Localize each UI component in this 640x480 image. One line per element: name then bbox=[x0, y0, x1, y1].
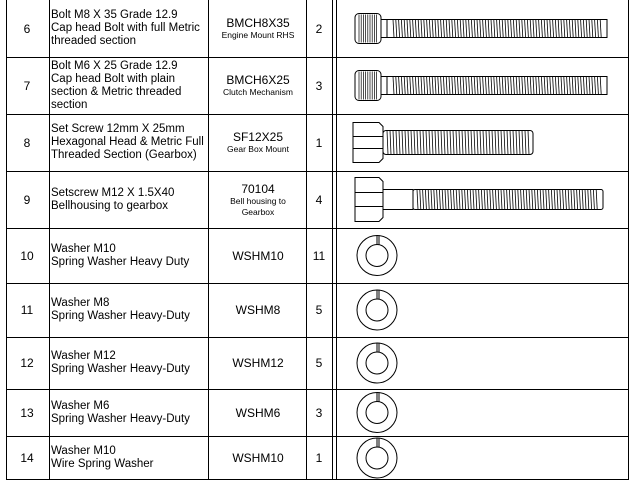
description-line: section & Metric threaded bbox=[51, 85, 182, 98]
item-description bbox=[51, 283, 207, 337]
part-usage-note: Engine Mount RHS bbox=[221, 30, 295, 40]
part-number: WSHM10 bbox=[232, 451, 284, 465]
part-illustration bbox=[339, 114, 628, 171]
quantity: 5 bbox=[315, 356, 323, 370]
table-row bbox=[0, 114, 640, 171]
description-line: Cap head Bolt with plain bbox=[51, 72, 176, 85]
description-line: Bolt M8 X 35 Grade 12.9 bbox=[51, 9, 178, 21]
table-row bbox=[0, 228, 640, 283]
spring-washer-icon bbox=[339, 389, 628, 436]
quantity: 11 bbox=[312, 248, 326, 263]
part-number-cell bbox=[210, 0, 306, 57]
part-number: WSHM6 bbox=[235, 405, 281, 420]
quantity: 3 bbox=[315, 405, 323, 420]
item-number: 9 bbox=[23, 192, 31, 207]
part-number-cell bbox=[210, 228, 306, 283]
part-number-cell bbox=[210, 436, 306, 480]
description-line: Washer M10 bbox=[51, 445, 116, 457]
item-description bbox=[51, 436, 207, 480]
part-illustration bbox=[339, 436, 628, 480]
description-line: Spring Washer Heavy-Duty bbox=[51, 412, 190, 425]
description-line: Setscrew M12 X 1.5X40 bbox=[51, 186, 175, 199]
item-number: 14 bbox=[20, 451, 34, 465]
table-row bbox=[0, 337, 640, 389]
description-line: Spring Washer Heavy Duty bbox=[51, 255, 190, 268]
description-line: Washer M6 bbox=[51, 399, 110, 412]
hex-set-screw-icon bbox=[339, 114, 628, 171]
item-description bbox=[51, 171, 207, 228]
description-line: Wire Spring Washer bbox=[51, 458, 154, 470]
item-description bbox=[51, 337, 207, 389]
item-description bbox=[51, 228, 207, 283]
item-number: 12 bbox=[20, 356, 34, 370]
table-row bbox=[0, 57, 640, 114]
table-row bbox=[0, 283, 640, 337]
part-usage-note: Bell housing to bbox=[230, 195, 286, 206]
part-number-cell bbox=[210, 171, 306, 228]
cap-head-bolt-icon bbox=[339, 57, 628, 114]
part-usage-note: Gearbox bbox=[241, 206, 275, 217]
part-number-cell bbox=[210, 337, 306, 389]
part-illustration bbox=[339, 228, 628, 283]
item-description bbox=[51, 114, 207, 171]
description-line: Cap head Bolt with full Metric bbox=[51, 22, 200, 34]
hex-bolt-icon bbox=[339, 171, 628, 228]
cap-head-bolt-icon bbox=[339, 0, 628, 57]
item-description bbox=[51, 0, 207, 57]
description-line: Washer M10 bbox=[51, 242, 116, 255]
table-row bbox=[0, 171, 640, 228]
description-line: section bbox=[51, 98, 88, 111]
item-number: 6 bbox=[23, 21, 31, 36]
description-line: Hexagonal Head & Metric Full bbox=[51, 136, 204, 148]
item-number: 13 bbox=[20, 405, 34, 420]
item-description bbox=[51, 57, 207, 114]
part-number: WSHM12 bbox=[232, 356, 284, 370]
quantity: 5 bbox=[315, 303, 323, 317]
part-illustration bbox=[339, 0, 628, 57]
spring-washer-icon bbox=[339, 436, 628, 480]
table-row bbox=[0, 389, 640, 436]
description-line: Bolt M6 X 25 Grade 12.9 bbox=[51, 59, 178, 72]
description-line: threaded section bbox=[51, 35, 137, 47]
spring-washer-icon bbox=[339, 337, 628, 389]
item-number: 7 bbox=[23, 78, 31, 93]
spring-washer-icon bbox=[339, 283, 628, 337]
part-number-cell bbox=[210, 114, 306, 171]
part-usage-note: Gear Box Mount bbox=[227, 144, 289, 154]
quantity: 2 bbox=[315, 21, 323, 36]
item-number: 10 bbox=[20, 248, 34, 263]
quantity: 3 bbox=[315, 78, 323, 93]
description-line: Washer M8 bbox=[51, 297, 110, 309]
table-row bbox=[0, 0, 640, 57]
part-illustration bbox=[339, 337, 628, 389]
description-line: Set Screw 12mm X 25mm bbox=[51, 123, 185, 135]
part-number: WSHM8 bbox=[235, 303, 281, 317]
description-line: Bellhousing to gearbox bbox=[51, 199, 168, 212]
part-illustration bbox=[339, 389, 628, 436]
description-line: Spring Washer Heavy-Duty bbox=[51, 310, 190, 322]
table-row bbox=[0, 436, 640, 480]
quantity: 1 bbox=[315, 135, 323, 150]
part-illustration bbox=[339, 283, 628, 337]
quantity: 4 bbox=[315, 192, 323, 207]
part-number-cell bbox=[210, 283, 306, 337]
spring-washer-icon bbox=[339, 228, 628, 283]
quantity: 1 bbox=[315, 451, 323, 465]
description-line: Washer M12 bbox=[51, 350, 116, 362]
part-number: WSHM10 bbox=[232, 248, 284, 263]
part-number-cell bbox=[210, 57, 306, 114]
description-line: Spring Washer Heavy-Duty bbox=[51, 363, 190, 375]
item-number: 8 bbox=[23, 135, 31, 150]
part-illustration bbox=[339, 57, 628, 114]
item-number: 11 bbox=[20, 303, 34, 317]
part-number: 70104 bbox=[241, 181, 275, 196]
part-number-cell bbox=[210, 389, 306, 436]
part-usage-note: Clutch Mechanism bbox=[223, 87, 293, 97]
part-number: BMCH6X25 bbox=[226, 73, 290, 87]
part-number: BMCH8X35 bbox=[226, 16, 290, 30]
description-line: Threaded Section (Gearbox) bbox=[51, 149, 197, 161]
part-illustration bbox=[339, 171, 628, 228]
part-number: SF12X25 bbox=[232, 130, 284, 144]
item-description bbox=[51, 389, 207, 436]
